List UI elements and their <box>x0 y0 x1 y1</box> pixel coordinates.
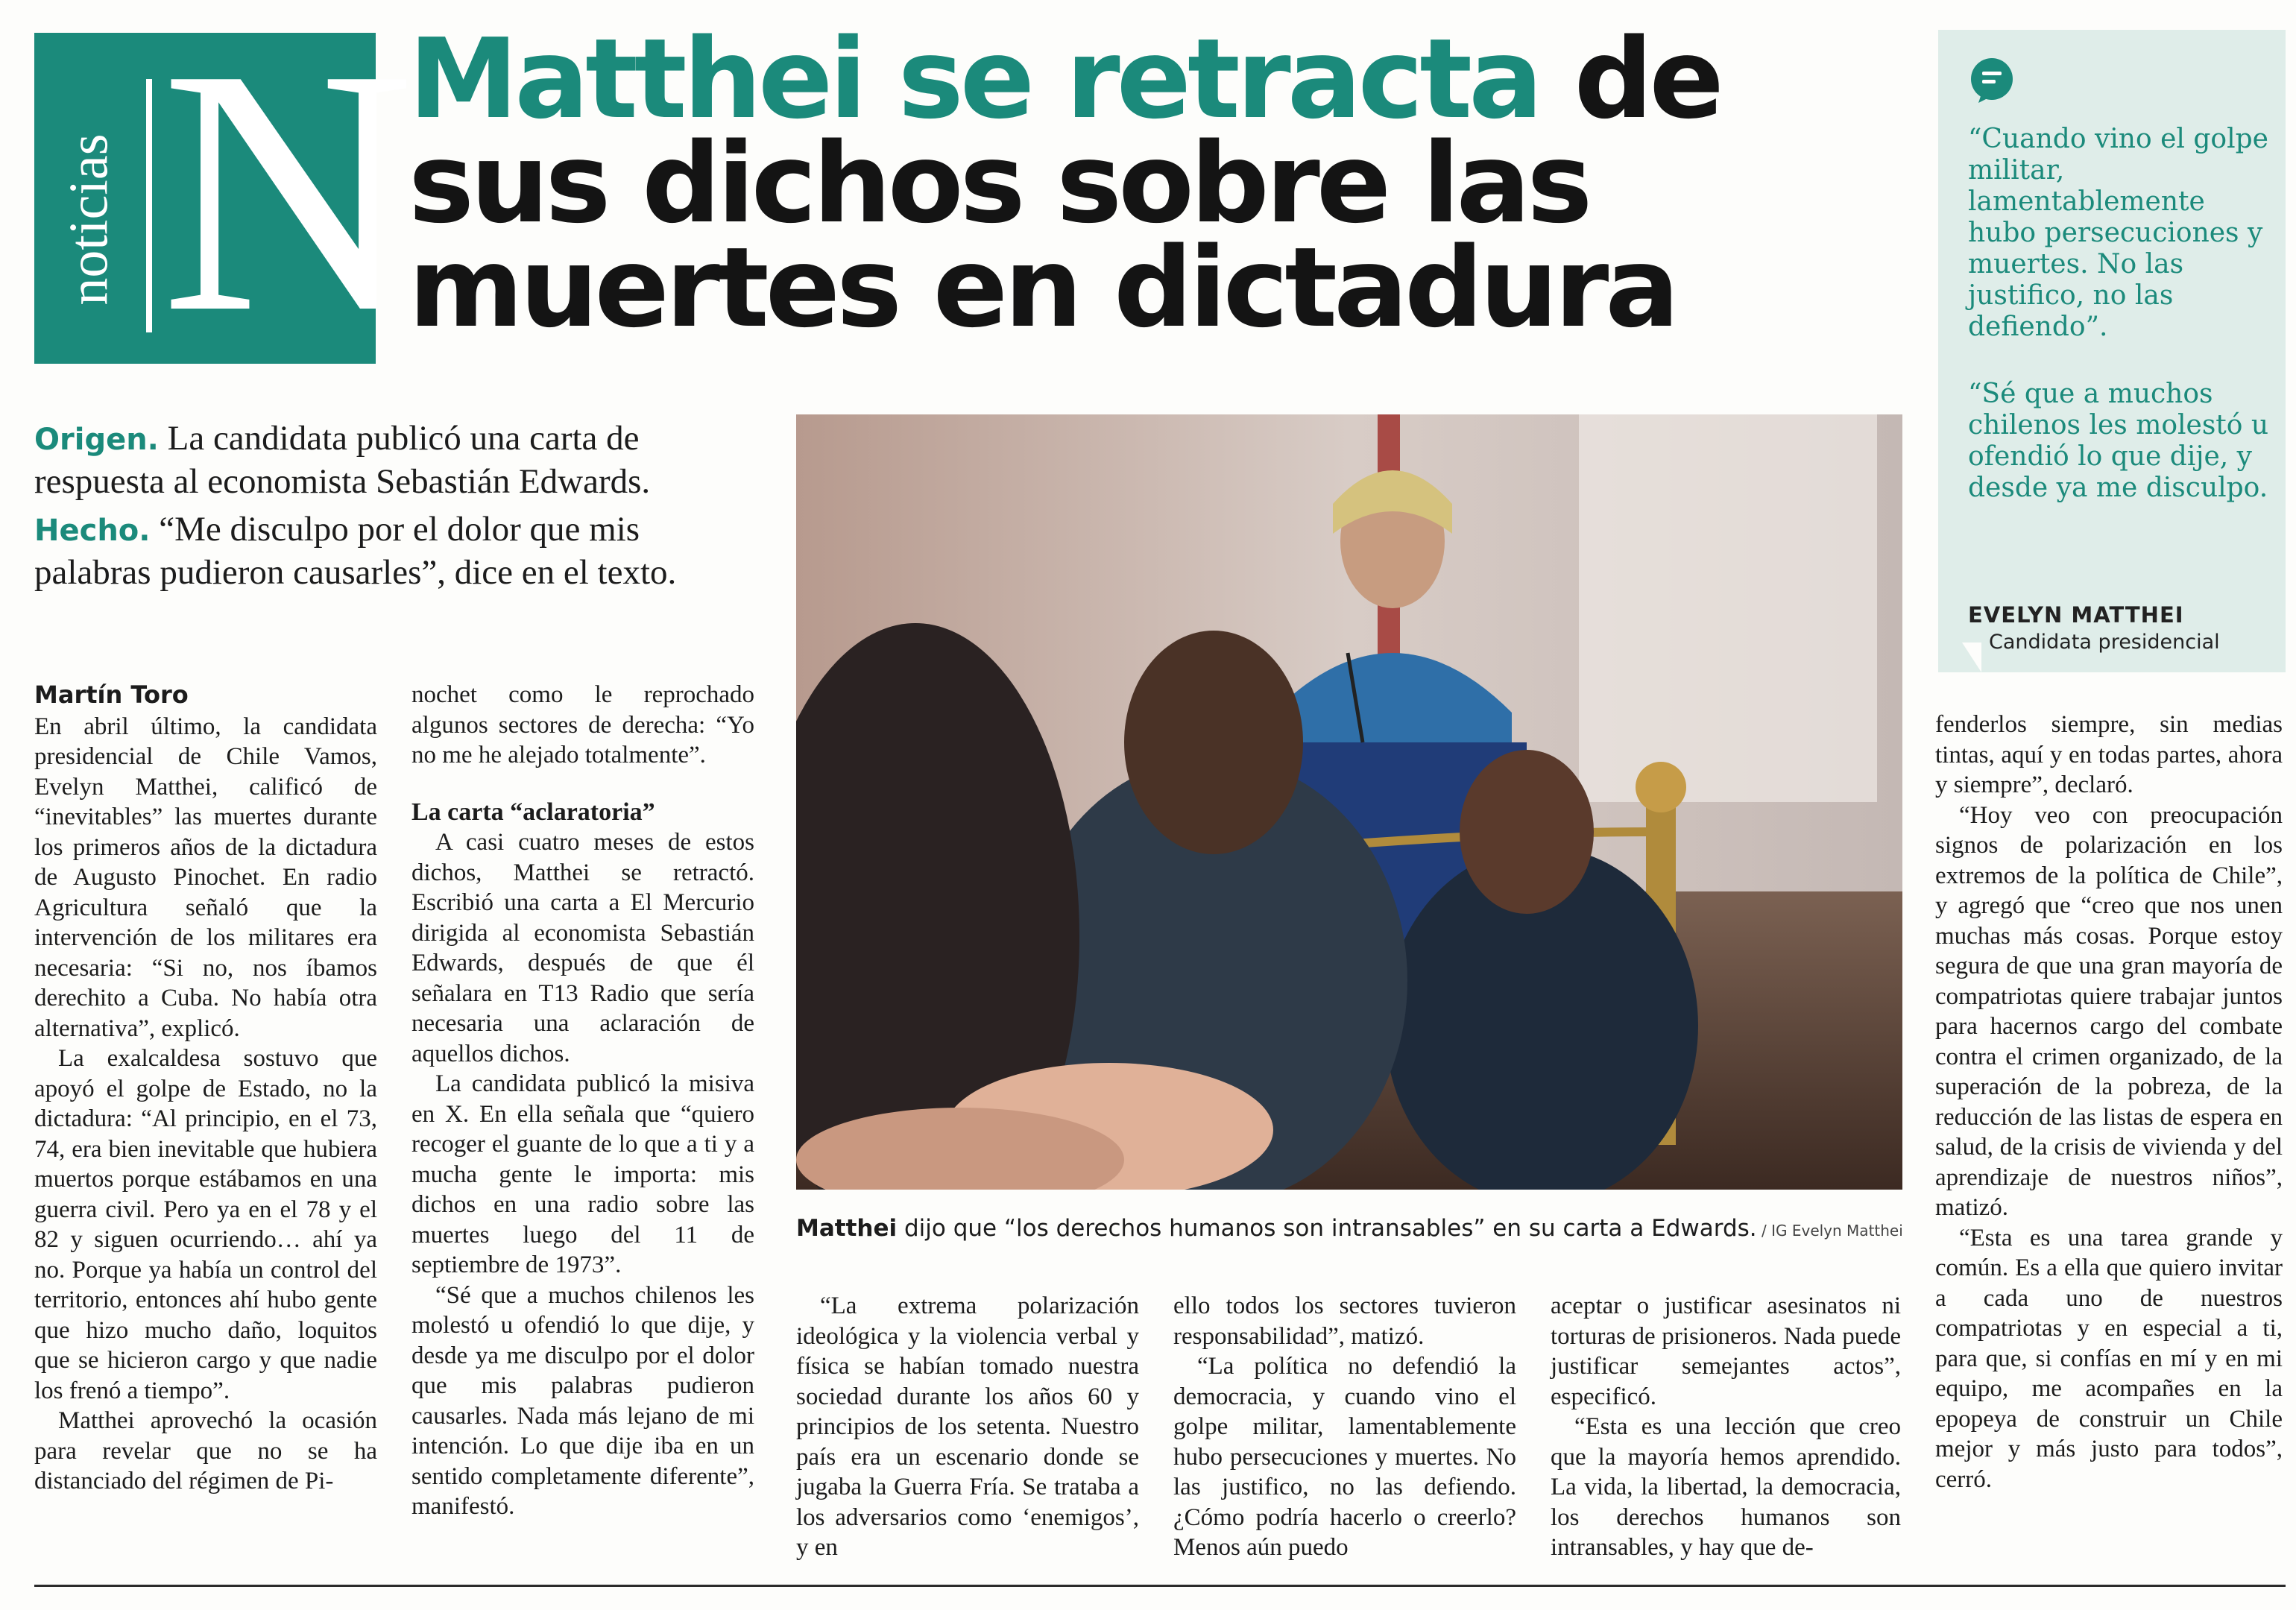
paragraph: La exalcaldesa sostuvo que apoyó el golpe de Estado, no la dictadura: “Al principio, en el 73, 74, era bien inevitable que hubiera muertos porque estábamos en una guerra civil. Pero ya en el 78 y el 82 y siguen ocurriendo… ahí ya no. Porque ya había un control del territorio, entonces ahí hubo gente que hizo mucho daño, loquitos que se hicieron cargo y que nadie los frenó a tiempo”. <box>34 1045 377 1404</box>
sidebar-quote-2: “Sé que a muchos chilenos les molestó u ofendió lo que dije, y desde ya me disculpo. <box>1968 379 2269 503</box>
headline-rest: de sus dichos sobre las muertes en dictadura <box>409 15 1721 352</box>
lead-text: La candidata publicó una carta de respuesta al economista Sebastián Edwards. <box>34 419 651 501</box>
headline <box>409 15 1825 352</box>
paragraph: aceptar o justificar asesinatos ni torturas de prisioneros. Nada puede justificar semejantes actos”, especificó. <box>1551 1292 1901 1410</box>
paragraph: ello todos los sectores tuvieron responsabilidad”, matizó. <box>1173 1292 1516 1350</box>
column-3 <box>796 1291 1139 1563</box>
paragraph: La candidata publicó la misiva en X. En ella señala que “quiero recoger el guante de lo que a ti y a mucha gente le importa: mis dichos en una radio sobre las muertes luego del 11 de septiembre de 1973”. <box>411 1070 754 1278</box>
paragraph: “Esta es una tarea grande y común. Es a ella que quiero invitar a cada uno de nuestros compatriotas y en especial a ti, para que, si confías en mí y en mi equipo, me acompañes en la epopeya de construir un Chile mejor y más justo para todos”, cerró. <box>1935 1224 2283 1493</box>
sidebar-tail <box>1962 643 1981 672</box>
section-word: noticias <box>58 133 120 306</box>
headline-accent: Matthei se retracta <box>409 15 1539 143</box>
section-letter: N <box>161 0 414 385</box>
paragraph: “Esta es una lección que creo que la mayoría hemos aprendido. La vida, la libertad, la democracia, los derechos humanos son intransables, y hay que de- <box>1551 1413 1901 1561</box>
caption-name: Matthei <box>796 1215 898 1242</box>
photo-illustration <box>796 414 1902 1190</box>
paragraph: Matthei aprovechó la ocasión para revelar que no se ha distanciado del régimen de Pi- <box>34 1407 377 1494</box>
photo-credit: / IG Evelyn Matthei <box>1756 1222 1903 1240</box>
paragraph: A casi cuatro meses de estos dichos, Matthei se retractó. Escribió una carta a El Mercurio dirigida al economista Sebastián Edwards, después de que él señalara en T13 Radio que sería necesaria una aclaración de aquellos dichos. <box>411 829 754 1067</box>
logo-divider <box>146 79 152 332</box>
paragraph: “Sé que a muchos chilenos les molestó u ofendió lo que dije, y desde ya me disculpo por el dolor que mis palabras pudieron causarles. Nada más lejano de mi intención. Lo que dije iba en un sentido completamente diferente”, manifestó. <box>411 1281 754 1520</box>
lead-label: Origen. <box>34 423 159 457</box>
paragraph: En abril último, la candidata presidencial de Chile Vamos, Evelyn Matthei, calificó de “inevitables” las muertes durante los primeros años de la dictadura de Augusto Pinochet. En radio Agricultura señaló que la intervención de los militares era necesaria: “Si no, nos íbamos derechito a Cuba. No había otra alternativa”, explicó. <box>34 713 377 1042</box>
caption-text: dijo que “los derechos humanos son intransables” en su carta a Edwards. <box>897 1215 1757 1242</box>
paragraph: nochet como le reprochado algunos sectores de derecha: “Yo no me he alejado totalmente”. <box>411 681 754 768</box>
paragraph: “La política no defendió la democracia, y cuando vino el golpe militar, lamentablemente hubo persecuciones y muertes. No las justifico, no las defiendo. ¿Cómo podría hacerlo o creerlo? Menos aún puedo <box>1173 1353 1516 1561</box>
sidebar-quote-1: “Cuando vino el golpe militar, lamentablemente hubo persecuciones y muertes. No las justifico, no las defiendo”. <box>1968 124 2268 342</box>
bottom-rule <box>34 1585 2286 1587</box>
column-5 <box>1551 1291 1901 1563</box>
speech-bubble-icon <box>1968 57 2016 104</box>
lead-origen <box>34 417 765 502</box>
section-logo <box>34 0 414 385</box>
paragraph: “Hoy veo con preocupación signos de polarización en los extremos de la política de Chile”, y agregó que “creo que nos unen muchas más cosas. Porque estoy segura de que una gran mayoría de compatriotas quiere trabajar juntos para hacernos cargo del combate contra el crimen organizado, de la superación de la pobreza, de la reducción de las listas de espera en salud, de la crisis de vivienda y del aprendizaje de nuestros niños”, matizó. <box>1935 801 2283 1221</box>
paragraph: fenderlos siempre, sin medias tintas, aquí y en todas partes, ahora y siempre”, declaró. <box>1935 711 2283 798</box>
lead-text: “Me disculpo por el dolor que mis palabras pudieron causarles”, dice en el texto. <box>34 510 677 592</box>
column-1 <box>34 680 377 1497</box>
quote-author: EVELYN MATTHEI <box>1968 602 2184 628</box>
column-4 <box>1173 1291 1516 1563</box>
lead-hecho <box>34 508 765 593</box>
column-2 <box>411 680 754 1522</box>
subheading: La carta “aclaratoria” <box>411 798 655 826</box>
lead-label: Hecho. <box>34 514 151 548</box>
quote-author-role: Candidata presidencial <box>1989 631 2220 654</box>
article-photo <box>796 414 1902 1190</box>
column-6 <box>1935 710 2283 1494</box>
paragraph: “La extrema polarización ideológica y la violencia verbal y física se habían tomado nuestra sociedad durante los años 60 y principios de los setenta. Nuestro país era un escenario donde se jugaba la Guerra Fría. Se trataba a los adversarios como ‘enemigos’, y en <box>796 1292 1139 1561</box>
quote-sidebar <box>1938 30 2286 672</box>
photo-caption <box>796 1215 1914 1242</box>
byline: Martín Toro <box>34 681 189 709</box>
